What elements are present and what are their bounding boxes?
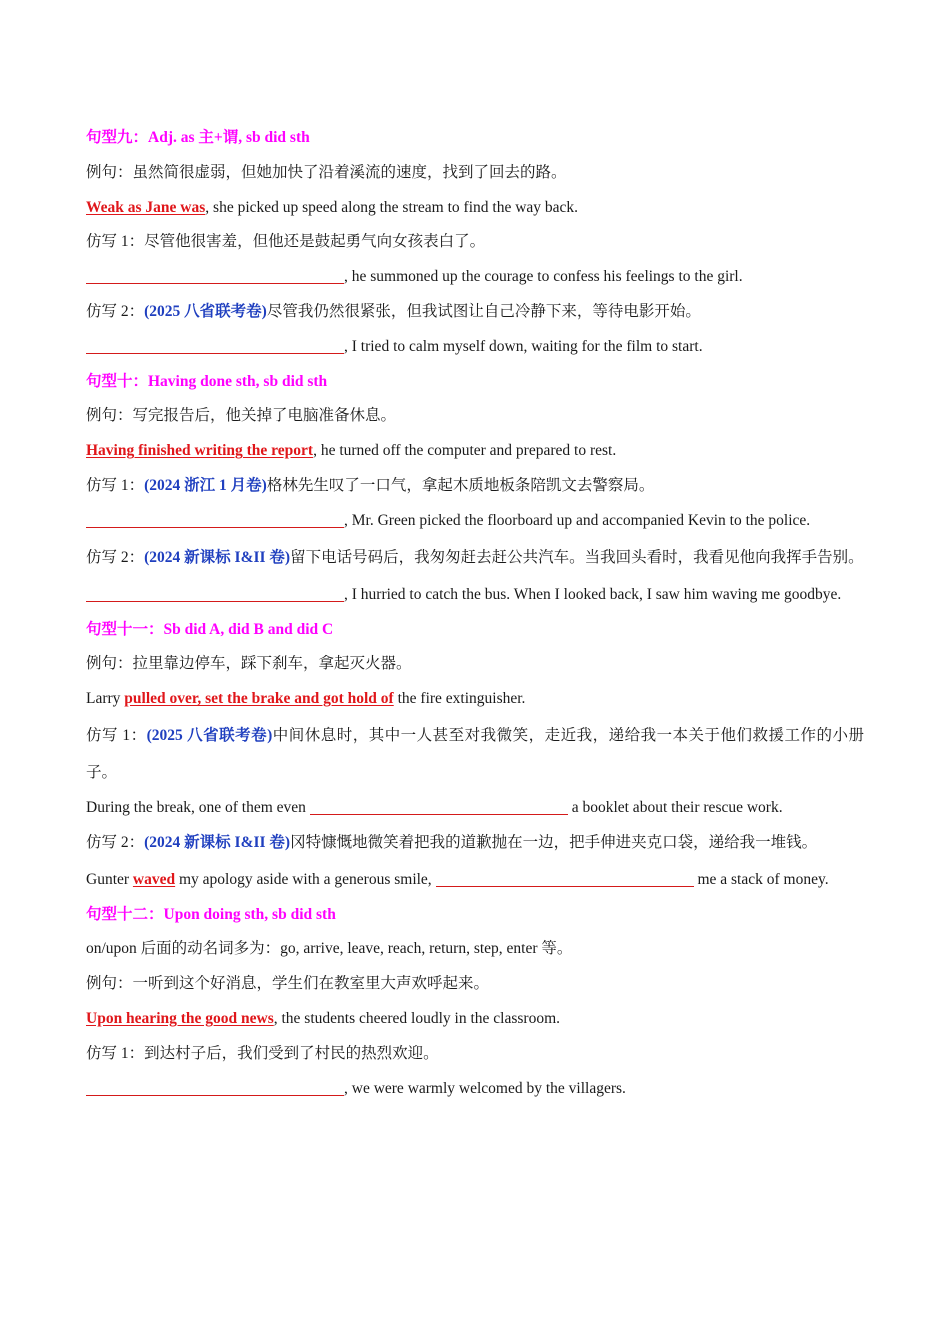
answer-blank[interactable] (310, 813, 568, 815)
example-english: Weak as Jane was, she picked up speed along the stream to find the way back. (86, 198, 579, 216)
example-chinese: 例句：一听到这个好消息，学生们在教室里大声欢呼起来。 (86, 975, 490, 993)
answer-blank[interactable] (86, 282, 344, 284)
practice-chinese: 仿写 1：(2025 八省联考卷)中间休息时，其中一人甚至对我微笑，走近我，递给我一本关于他们救援工作的小册子。 (86, 726, 864, 781)
section-heading-11: 句型十一：Sb did A, did B and did C (86, 620, 334, 638)
answer-blank[interactable] (86, 526, 344, 528)
answer-highlight: pulled over, set the brake and got hold of (124, 690, 394, 708)
source-tag: (2025 八省联考卷) (144, 302, 267, 320)
practice-chinese: 仿写 1：到达村子后，我们受到了村民的热烈欢迎。 (86, 1044, 439, 1062)
example-chinese: 例句：写完报告后，他关掉了电脑准备休息。 (86, 407, 397, 425)
document-content (86, 121, 864, 1106)
practice-english: , I hurried to catch the bus. When I looked back, I saw him waving me goodbye. (86, 576, 864, 613)
example-chinese: 例句：拉里靠边停车，踩下刹车，拿起灭火器。 (86, 655, 412, 673)
example-english: Larry pulled over, set the brake and got hold of the fire extinguisher. (86, 690, 526, 708)
section-heading-9: 句型九：Adj. as 主+谓, sb did sth (86, 129, 310, 146)
section-heading-10: 句型十：Having done sth, sb did sth (86, 372, 328, 390)
practice-english: Gunter waved my apology aside with a generous smile, me a stack of money. (86, 870, 829, 888)
practice-chinese: 仿写 1：尽管他很害羞，但他还是鼓起勇气向女孩表白了。 (86, 233, 486, 251)
practice-chinese: 仿写 2：(2024 新课标 I&II 卷)留下电话号码后，我匆匆赶去赶公共汽车。当我回头看时，我看见他向我挥手告别。 (86, 548, 864, 566)
practice-chinese: 仿写 2：(2025 八省联考卷)尽管我仍然很紧张，但我试图让自己冷静下来，等待电影开始。 (86, 302, 701, 320)
source-tag: (2024 浙江 1 月卷) (144, 476, 267, 494)
answer-highlight: waved (132, 870, 176, 888)
answer-blank[interactable] (86, 352, 344, 354)
source-tag: (2024 新课标 I&II 卷) (144, 833, 291, 851)
practice-chinese: 仿写 2：(2024 新课标 I&II 卷)冈特慷慨地微笑着把我的道歉抛在一边，把手伸进夹克口袋，递给我一堆钱。 (86, 833, 818, 851)
practice-english: , Mr. Green picked the floorboard up and accompanied Kevin to the police. (86, 504, 864, 539)
source-tag: (2025 八省联考卷) (146, 726, 273, 744)
section-heading-12: 句型十二：Upon doing sth, sb did sth (86, 905, 336, 923)
practice-english: , I tried to calm myself down, waiting for the film to start. (86, 330, 864, 365)
example-english: Having finished writing the report, he turned off the computer and prepared to rest. (86, 442, 617, 460)
answer-highlight: Upon hearing the good news (86, 1009, 274, 1027)
answer-highlight: Weak as Jane was (86, 198, 206, 216)
answer-blank[interactable] (86, 600, 344, 602)
answer-highlight: Having finished writing the report (86, 442, 314, 460)
practice-english: , we were warmly welcomed by the villagers. (86, 1072, 864, 1107)
practice-english: During the break, one of them even a booklet about their rescue work. (86, 798, 783, 816)
source-tag: (2024 新课标 I&II 卷) (144, 548, 291, 566)
example-chinese: 例句：虽然简很虚弱，但她加快了沿着溪流的速度，找到了回去的路。 (86, 163, 567, 181)
example-english: Upon hearing the good news, the students cheered loudly in the classroom. (86, 1009, 561, 1027)
practice-english: , he summoned up the courage to confess his feelings to the girl. (86, 260, 864, 295)
answer-blank[interactable] (436, 885, 694, 887)
answer-blank[interactable] (86, 1094, 344, 1096)
practice-chinese: 仿写 1：(2024 浙江 1 月卷)格林先生叹了一口气，拿起木质地板条陪凯文去警察局。 (86, 476, 655, 494)
usage-note: on/upon 后面的动名词多为：go, arrive, leave, reach, return, step, enter 等。 (86, 940, 573, 958)
